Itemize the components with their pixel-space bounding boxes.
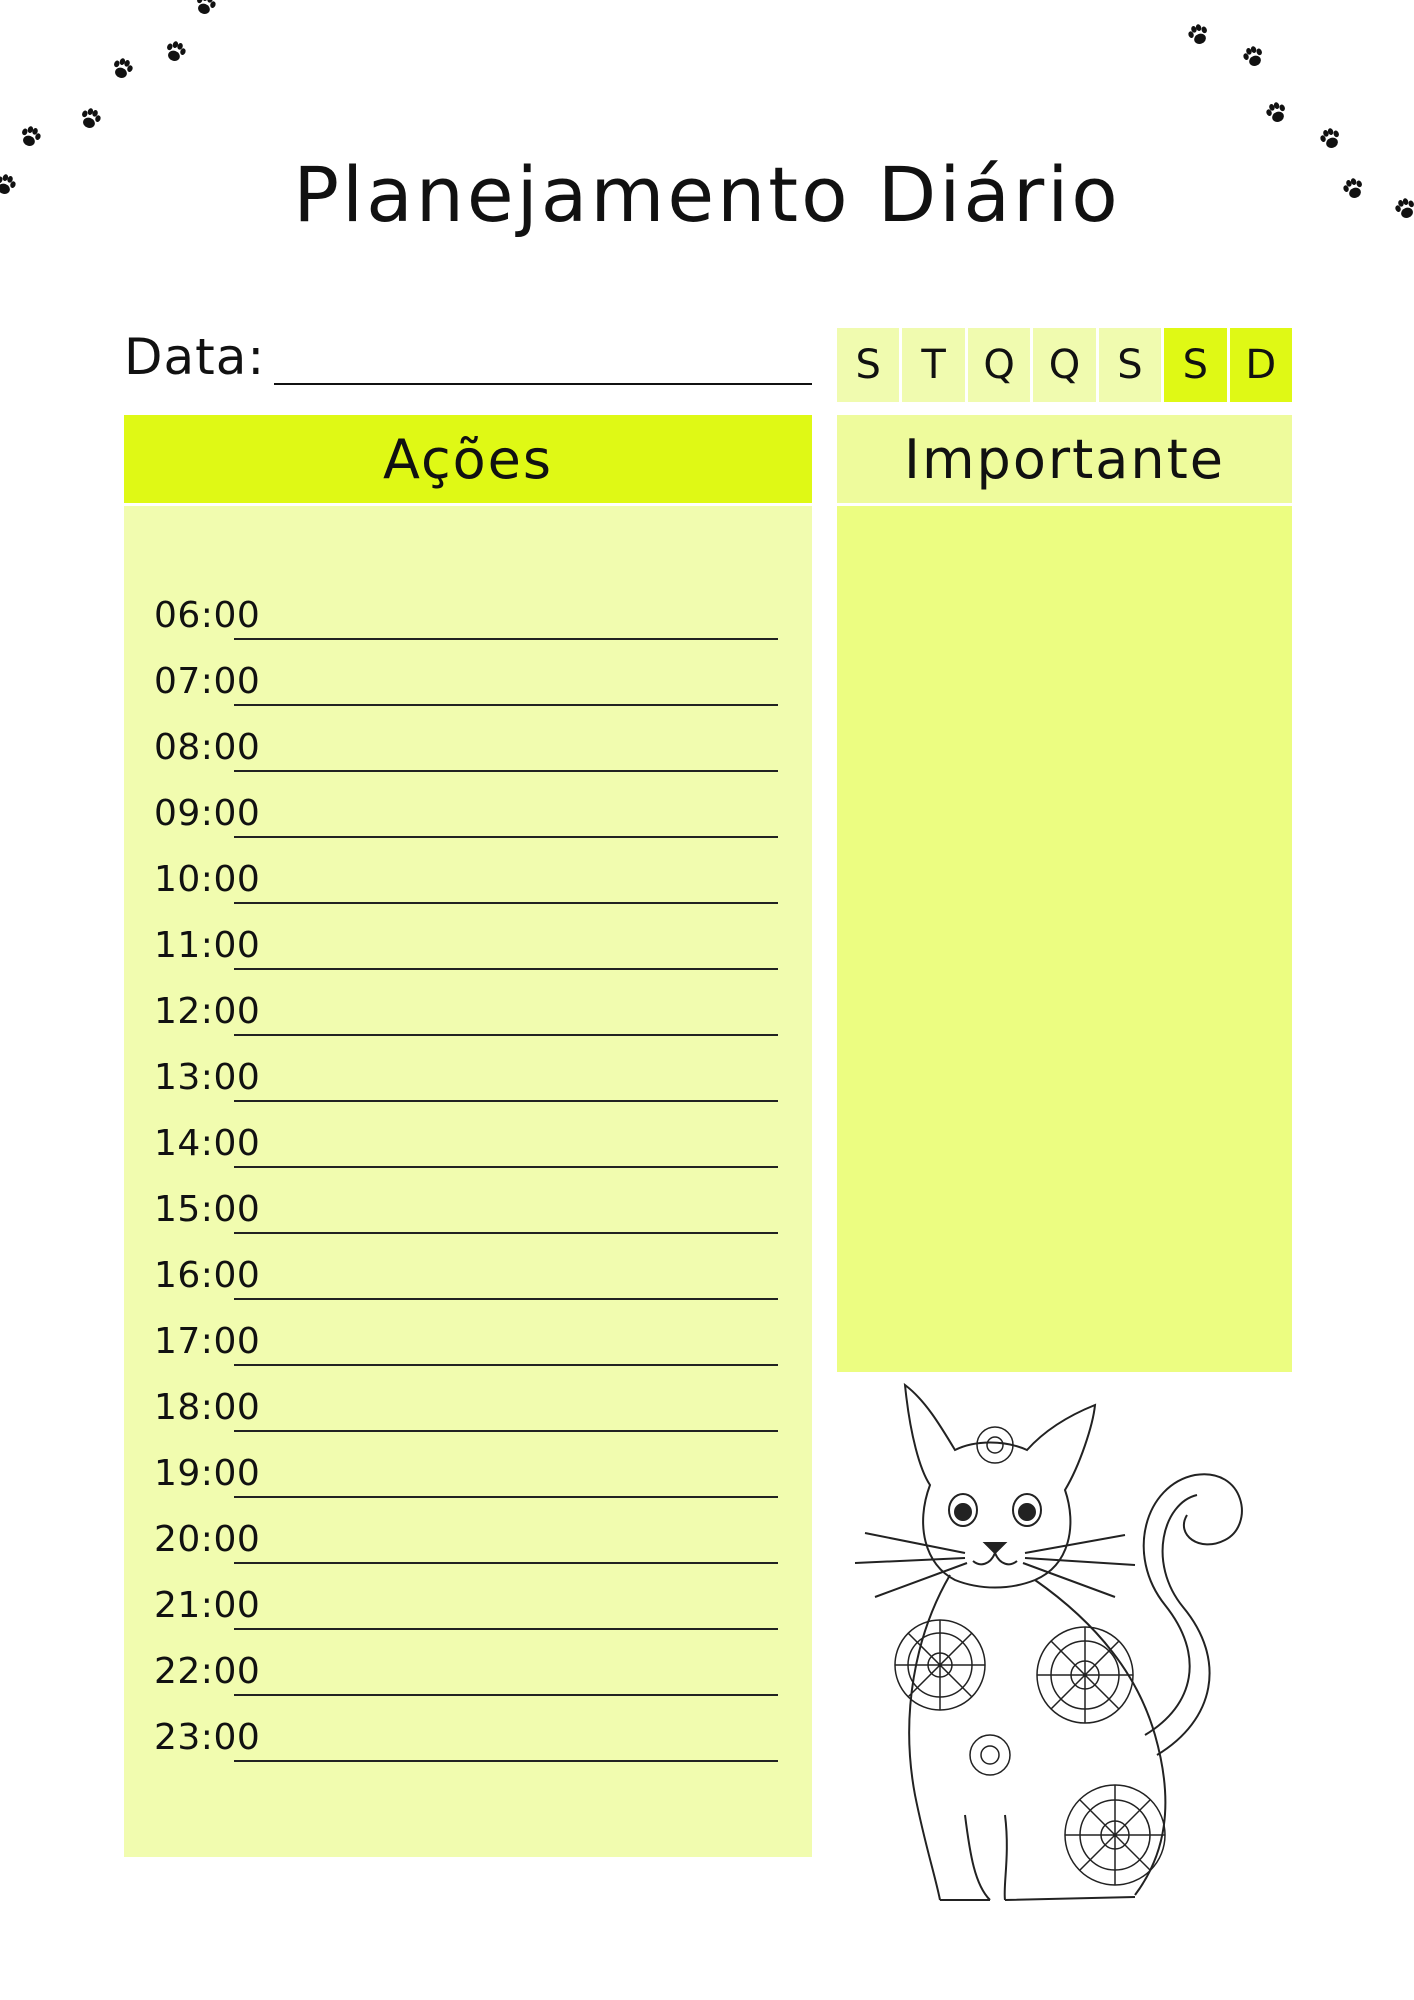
write-line[interactable] [234, 770, 778, 772]
hour-label: 19:00 [154, 1453, 261, 1494]
weekday-wednesday[interactable]: Q [968, 328, 1030, 402]
schedule-row[interactable] [154, 1306, 778, 1366]
write-line[interactable] [234, 1034, 778, 1036]
write-line[interactable] [234, 902, 778, 904]
write-line[interactable] [234, 1166, 778, 1168]
hour-label: 09:00 [154, 793, 261, 834]
hour-label: 18:00 [154, 1387, 261, 1428]
schedule-row[interactable] [154, 1108, 778, 1168]
write-line[interactable] [234, 1430, 778, 1432]
weekday-friday[interactable]: S [1099, 328, 1161, 402]
write-line[interactable] [234, 1628, 778, 1630]
write-line[interactable] [234, 704, 778, 706]
write-line[interactable] [234, 1232, 778, 1234]
schedule-row[interactable] [154, 1504, 778, 1564]
hour-label: 12:00 [154, 991, 261, 1032]
write-line[interactable] [234, 968, 778, 970]
hour-label: 08:00 [154, 727, 261, 768]
write-line[interactable] [234, 1298, 778, 1300]
weekday-saturday[interactable]: S [1164, 328, 1226, 402]
schedule-row[interactable] [154, 1240, 778, 1300]
date-label: Data: [124, 328, 266, 386]
page-title: Planejamento Diário [293, 150, 1121, 239]
hour-label: 20:00 [154, 1519, 261, 1560]
important-notes-area[interactable] [837, 506, 1292, 1372]
write-line[interactable] [234, 1562, 778, 1564]
schedule-row[interactable] [154, 580, 778, 640]
date-field[interactable] [274, 383, 812, 385]
schedule-row[interactable] [154, 646, 778, 706]
weekday-sunday[interactable]: D [1230, 328, 1292, 402]
weekday-tuesday[interactable]: T [902, 328, 964, 402]
schedule-row[interactable] [154, 712, 778, 772]
schedule-row[interactable] [154, 778, 778, 838]
schedule-row[interactable] [154, 1372, 778, 1432]
hour-label: 17:00 [154, 1321, 261, 1362]
weekday-monday[interactable]: S [837, 328, 899, 402]
hour-label: 22:00 [154, 1651, 261, 1692]
actions-schedule [124, 506, 812, 1857]
weekday-thursday[interactable]: Q [1033, 328, 1095, 402]
write-line[interactable] [234, 1760, 778, 1762]
write-line[interactable] [234, 638, 778, 640]
weekday-selector [837, 328, 1292, 402]
schedule-row[interactable] [154, 910, 778, 970]
actions-header: Ações [124, 415, 812, 503]
write-line[interactable] [234, 1694, 778, 1696]
schedule-row[interactable] [154, 1174, 778, 1234]
important-header: Importante [837, 415, 1292, 503]
hour-label: 11:00 [154, 925, 261, 966]
hour-label: 23:00 [154, 1717, 261, 1758]
hour-label: 13:00 [154, 1057, 261, 1098]
hour-label: 21:00 [154, 1585, 261, 1626]
schedule-row[interactable] [154, 1042, 778, 1102]
schedule-row[interactable] [154, 1702, 778, 1762]
hour-label: 07:00 [154, 661, 261, 702]
hour-label: 14:00 [154, 1123, 261, 1164]
mandala-cat-illustration [845, 1375, 1295, 1920]
write-line[interactable] [234, 1496, 778, 1498]
schedule-row[interactable] [154, 976, 778, 1036]
schedule-row[interactable] [154, 844, 778, 904]
hour-label: 10:00 [154, 859, 261, 900]
hour-label: 16:00 [154, 1255, 261, 1296]
schedule-row[interactable] [154, 1570, 778, 1630]
hour-label: 06:00 [154, 595, 261, 636]
write-line[interactable] [234, 1364, 778, 1366]
write-line[interactable] [234, 1100, 778, 1102]
schedule-row[interactable] [154, 1438, 778, 1498]
schedule-row[interactable] [154, 1636, 778, 1696]
hour-label: 15:00 [154, 1189, 261, 1230]
write-line[interactable] [234, 836, 778, 838]
